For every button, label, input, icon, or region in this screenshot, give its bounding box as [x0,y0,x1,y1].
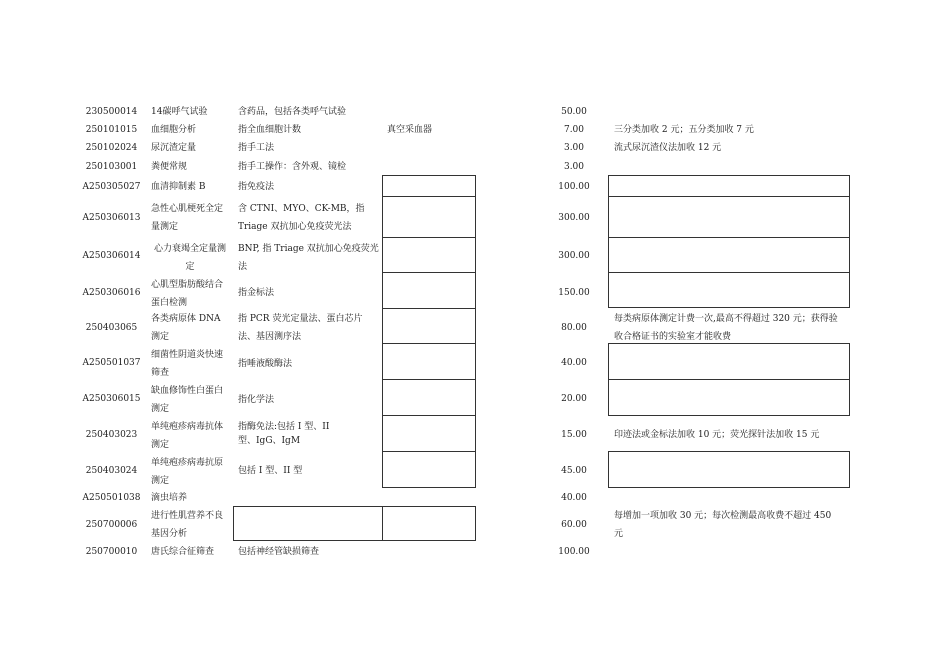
item-price: 20.00 [561,394,587,404]
item-name: 单纯疱疹病毒抗原测定 [151,458,224,486]
table-row [0,310,950,346]
item-name: 进行性肌营养不良基因分析 [151,511,224,539]
item-method: 指 PCR 荧光定量法、蛋白芯片法、基因测序法 [238,314,363,342]
item-method: 指酶免法:包括 I 型、II 型、IgG、IgM [238,422,330,446]
item-price: 15.00 [561,430,587,440]
table-row [0,276,950,312]
table-row [0,489,950,507]
item-code: A250306016 [82,288,141,298]
item-method: 指免疫法 [238,182,275,192]
table-row [0,103,950,121]
item-price: 50.00 [561,107,587,117]
item-code: 250103001 [85,162,138,172]
table-row [0,121,950,139]
item-code: A250306013 [82,213,141,223]
item-name: 滴虫培养 [151,493,188,503]
table-row [0,200,950,236]
table-row [0,139,950,157]
item-price: 300.00 [558,251,590,261]
item-note: 每增加一项加收 30 元；每次检测最高收费不超过 450 元 [614,511,832,539]
item-note: 每类病原体测定计费一次,最高不得超过 320 元；获得验收合格证书的实验室才能收费 [614,314,838,342]
item-price: 40.00 [561,493,587,503]
table-row [0,158,950,176]
item-name: 血细胞分析 [151,125,197,135]
item-method: 含药品，包括各类呼气试验 [238,107,347,117]
item-name: 粪便常规 [151,162,188,172]
item-code: 250101015 [85,125,138,135]
item-name: 单纯疱疹病毒抗体测定 [151,422,224,450]
item-method: 含 CTNI、MYO、CK-MB，指 Triage 双抗加心免疫荧光法 [238,204,365,232]
item-note: 三分类加收 2 元；五分类加收 7 元 [614,125,754,135]
item-note: 印迹法或金标法加收 10 元；荧光探针法加收 15 元 [614,430,820,440]
item-name: 细菌性阴道炎快速筛查 [151,350,224,378]
table-row [0,543,950,561]
item-name: 14碳呼气试验 [151,107,208,117]
item-method: 指金标法 [238,288,275,298]
item-code: 250403023 [85,430,138,440]
item-price: 80.00 [561,323,587,333]
item-price: 3.00 [563,143,585,153]
item-price: 100.00 [558,182,590,192]
table-row [0,240,950,276]
table-row [0,346,950,382]
item-name: 急性心肌梗死全定量测定 [151,204,224,232]
item-price: 3.00 [563,162,585,172]
item-code: 250102024 [85,143,138,153]
exclusion-box-divider [382,237,476,238]
item-price: 100.00 [558,547,590,557]
table-row [0,454,950,490]
item-code: 250700010 [85,547,138,557]
item-method: BNP, 指 Triage 双抗加心免疫荧光法 [238,244,379,272]
item-code: 250403065 [85,323,138,333]
item-method: 包括 I 型、II 型 [238,466,303,476]
item-method: 指手工操作：含外观、镜检 [238,162,347,172]
item-code: A250501038 [82,493,141,503]
item-code: A250501037 [82,358,141,368]
item-method: 指全血细胞计数 [238,125,302,135]
item-exclusion: 真空采血器 [387,125,433,135]
item-code: A250306014 [82,251,141,261]
item-name: 唐氏综合征筛查 [151,547,215,557]
item-code: A250306015 [82,394,141,404]
item-price: 300.00 [558,213,590,223]
item-price: 7.00 [563,125,585,135]
item-name: 尿沉渣定量 [151,143,197,153]
table-row [0,507,950,543]
item-name: 血清抑制素 B [151,182,206,192]
item-name: 各类病原体 DNA 测定 [151,314,221,342]
table-row [0,178,950,196]
item-name: 心肌型脂肪酸结合蛋白检测 [151,280,224,308]
item-method: 包括神经管缺损筛查 [238,547,320,557]
item-code: 250700006 [85,520,138,530]
item-method: 指唾液酸酶法 [238,359,293,369]
item-name: 缺血修饰性白蛋白测定 [151,386,224,414]
item-price: 60.00 [561,520,587,530]
item-code: A250305027 [82,182,141,192]
item-note: 流式尿沉渣仪法加收 12 元 [614,143,722,153]
item-price: 45.00 [561,466,587,476]
item-name: 心力衰竭全定量测定 [153,244,226,272]
item-method: 指化学法 [238,395,275,405]
note-box-divider [608,237,850,238]
exclusion-box-divider [382,196,476,197]
item-code: 230500014 [85,107,138,117]
item-code: 250403024 [85,466,138,476]
item-price: 40.00 [561,358,587,368]
table-row [0,382,950,418]
item-method: 指手工法 [238,143,275,153]
table-row [0,418,950,454]
item-price: 150.00 [558,288,590,298]
